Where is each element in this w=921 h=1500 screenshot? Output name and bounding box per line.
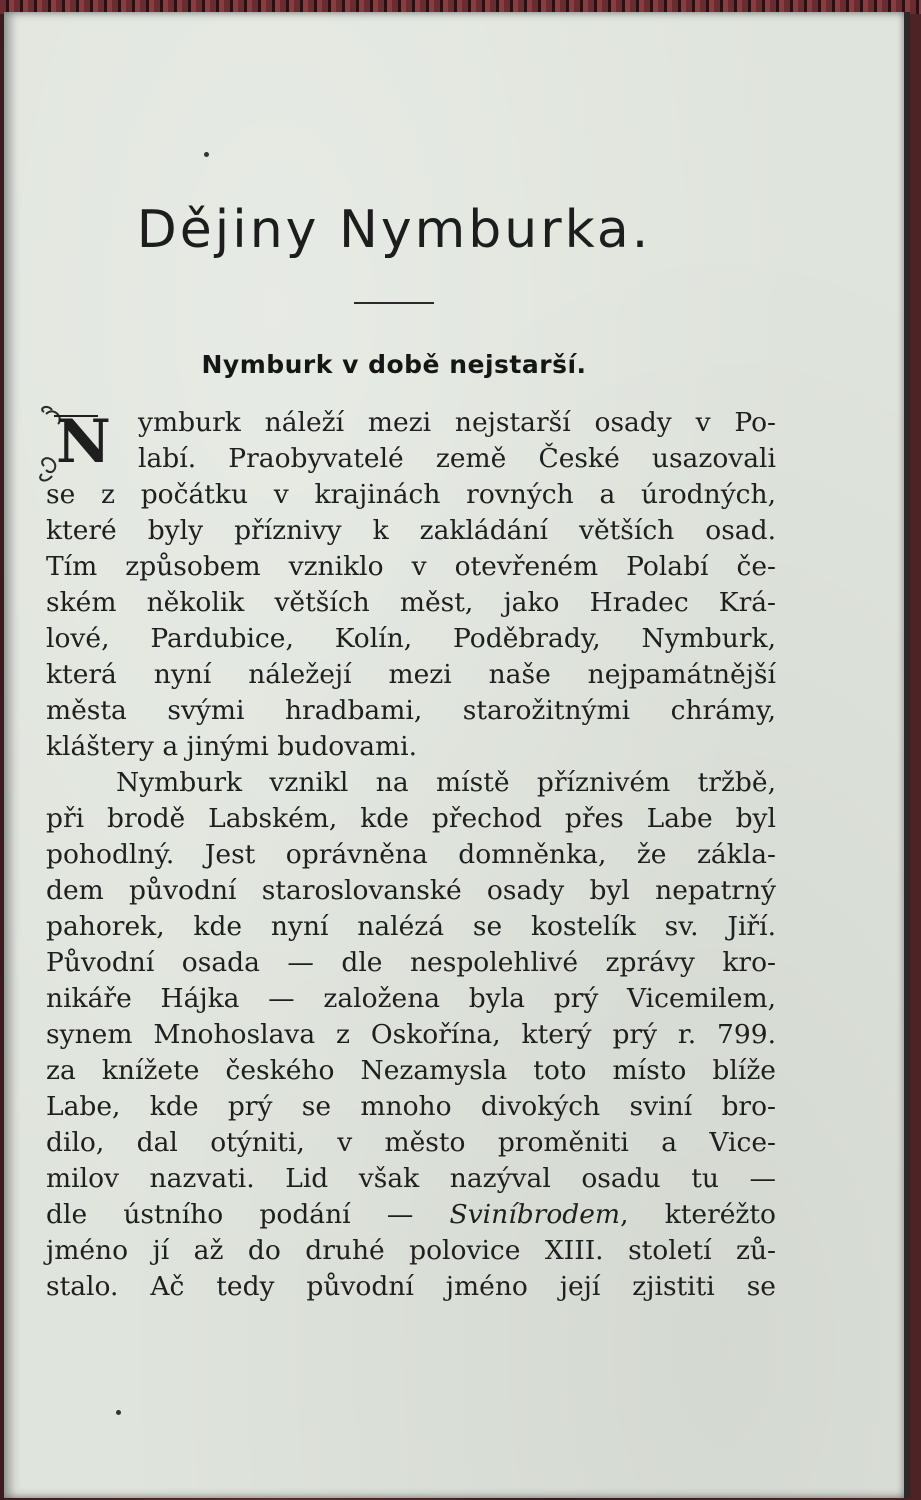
text-line: kláštery a jinými budovami. [46,731,418,762]
text-line: milov nazvati. Lid však nazýval osadu tu — [46,1163,776,1194]
text-line: Labe, kde prý se mnoho divokých sviní bro- [46,1091,776,1122]
text-line: dem původní staroslovanské osady byl nepatrný [46,875,776,906]
text-line: pohodlný. Jest oprávněna domněnka, že zákla- [46,839,776,870]
text-line: ském několik větších měst, jako Hradec Krá- [46,587,776,618]
text-line: města svými hradbami, starožitnými chrámy, [46,695,776,726]
text-line: za knížete českého Nezamysla toto místo blíže [46,1055,776,1086]
paper-speck [204,152,209,157]
text-line: synem Mnohoslava z Oskořína, který prý r. 799. [46,1019,776,1050]
text-line: lové, Pardubice, Kolín, Poděbrady, Nymburk, [46,623,776,654]
text-line: labí. Praobyvatelé země České usazovali [138,443,776,474]
text-line: které byly příznivy k zakládání větších osad. [46,515,776,546]
section-heading: Nymburk v době nejstarší. [201,350,587,379]
title-divider [354,302,434,304]
book-page [4,12,910,1498]
paper-speck [116,1410,121,1415]
text-segment: dle ústního podání — [46,1199,450,1230]
text-line: Nymburk vznikl na místě příznivém tržbě, [116,767,776,798]
text-line: dilo, dal otýniti, v město proměniti a Vice- [46,1127,776,1158]
text-line-with-emphasis [46,1199,776,1231]
dropcap-letter: N [56,407,111,477]
text-line: ymburk náleží mezi nejstarší osady v Po- [138,407,776,438]
text-line: Původní osada — dle nespolehlivé zprávy kro- [46,947,776,978]
text-segment: , kteréžto [620,1199,776,1230]
text-line: pahorek, kde nyní nalézá se kostelík sv. Jiří. [46,911,776,942]
page-title: Dějiny Nymburka. [136,200,652,260]
text-line: nikáře Hájka — založena byla prý Vicemilem, [46,983,776,1014]
text-line: stalo. Ač tedy původní jméno její zjistiti se [46,1271,776,1302]
text-line: se z počátku v krajinách rovných a úrodných, [46,479,776,510]
text-line: která nyní náležejí mezi naše nejpamátnější [46,659,776,690]
ornamental-dropcap [34,404,124,486]
italic-place-name: Sviníbrodem [449,1199,621,1230]
text-line: jméno jí až do druhé polovice XIII. století zů- [46,1235,776,1266]
text-line: při brodě Labském, kde přechod přes Labe byl [46,803,776,834]
text-line: Tím způsobem vzniklo v otevřeném Polabí če- [46,551,776,582]
